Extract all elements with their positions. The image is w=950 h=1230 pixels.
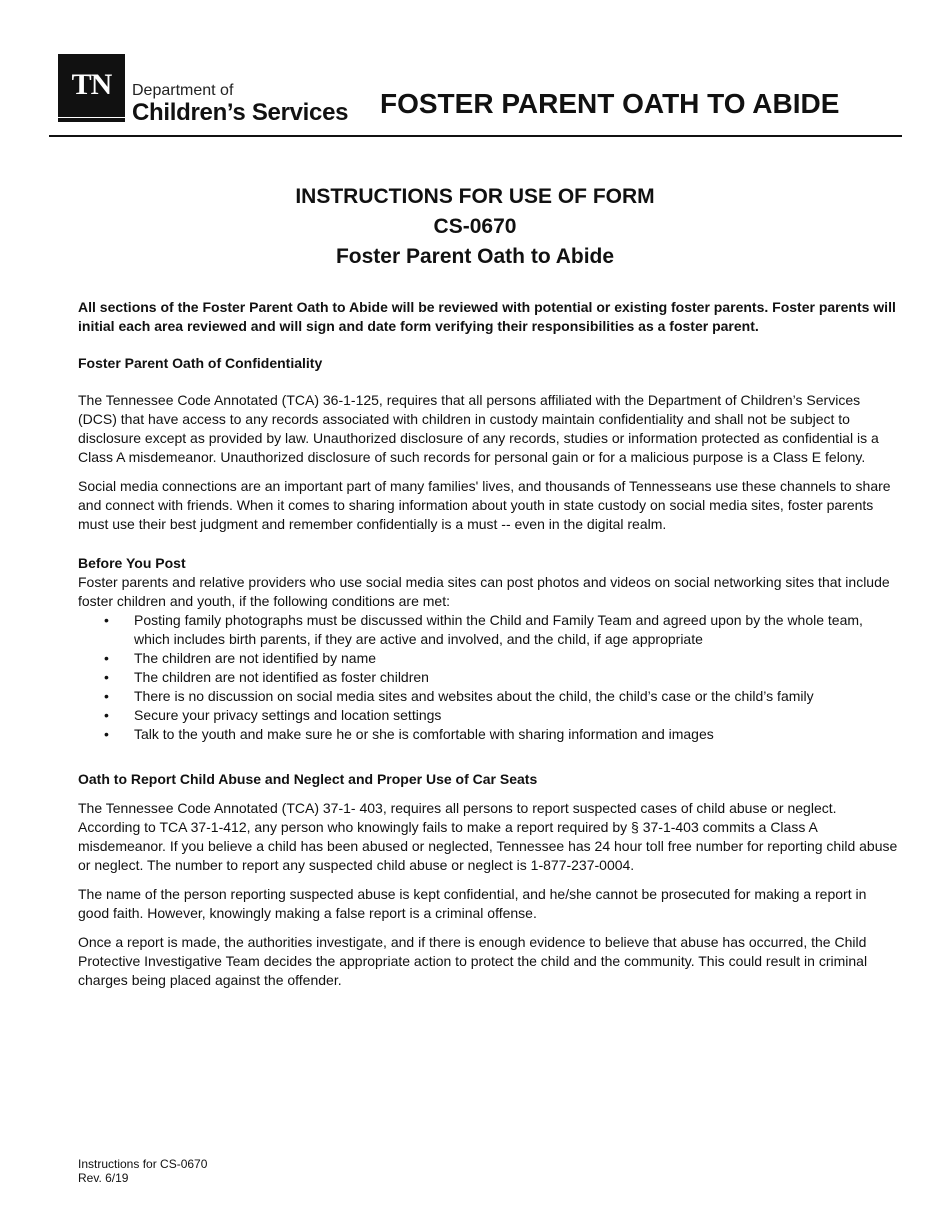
form-title: FOSTER PARENT OATH TO ABIDE xyxy=(380,88,840,119)
list-item: • The children are not identified by name xyxy=(104,650,377,666)
logo-underline xyxy=(58,117,125,123)
department-name: Children’s Services xyxy=(132,99,349,126)
list-item: • There is no discussion on social media sites and websites about the child, the child’s case or the child’s family xyxy=(104,688,814,704)
bullet-icon: • xyxy=(104,650,109,666)
document-body xyxy=(78,298,900,990)
confidentiality-paragraph-2: Social media connections are an important part of many families' lives, and thousands of Tennesseans use these channels to share and connect with friends. When it comes to sharing information about youth in state custody on social media sites, foster parents must use their best judgment and remember confidentially is a must -- even in the digital realm. xyxy=(78,478,891,532)
list-item: • Secure your privacy settings and location settings xyxy=(104,707,442,723)
page-footer xyxy=(78,1157,207,1185)
footer-revision: Rev. 6/19 xyxy=(78,1171,129,1185)
list-item: • Talk to the youth and make sure he or she is comfortable with sharing information and images xyxy=(104,726,714,742)
tn-logo-mark: TN xyxy=(58,54,125,120)
confidentiality-heading: Foster Parent Oath of Confidentiality xyxy=(78,355,323,371)
bullet-icon: • xyxy=(104,726,109,742)
before-you-post-intro: Foster parents and relative providers who use social media sites can post photos and videos on social networking sites that include foster children and youth, if the following conditions are met: xyxy=(78,574,890,609)
bullet-icon: • xyxy=(104,669,109,685)
list-item: • The children are not identified as foster children xyxy=(104,669,429,685)
abuse-paragraph-3: Once a report is made, the authorities investigate, and if there is enough evidence to believe that abuse has occurred, the Child Protective Investigative Team decides the appropriate action to protect the child and the community. This could result in criminal charges being placed against the offender. xyxy=(78,934,868,988)
instructions-heading-line1: INSTRUCTIONS FOR USE OF FORM xyxy=(295,185,655,208)
department-label: Department of xyxy=(132,82,234,99)
before-you-post-heading: Before You Post xyxy=(78,555,186,571)
list-item: • Posting family photographs must be discussed within the Child and Family Team and agreed upon by the whole team, which includes birth parents, if they are active and involved, and the child, if age appropriate xyxy=(104,612,863,647)
instructions-heading xyxy=(0,182,950,272)
abuse-paragraph-2: The name of the person reporting suspected abuse is kept confidential, and he/she cannot be prosecuted for making a report in good faith. However, knowingly making a false report is a criminal offense. xyxy=(78,886,867,921)
bullet-icon: • xyxy=(104,707,109,723)
abuse-paragraph-1: The Tennessee Code Annotated (TCA) 37-1- 403, requires all persons to report suspected cases of child abuse or neglect. According to TCA 37-1-412, any person who knowingly fails to make a report required by § 37-1-403 commits a Class A misdemeanor. If you believe a child has been abused or neglected, Tennessee has 24 hour toll free number for reporting child abuse or neglect. The number to report any suspected child abuse or neglect is 1-877-237-0004. xyxy=(78,800,898,873)
header-divider xyxy=(49,135,902,137)
form-number: CS-0670 xyxy=(433,215,517,238)
bullet-icon: • xyxy=(104,612,109,628)
bullet-icon: • xyxy=(104,688,109,704)
footer-form-reference: Instructions for CS-0670 xyxy=(78,1157,208,1171)
form-name: Foster Parent Oath to Abide xyxy=(335,245,615,268)
confidentiality-paragraph-1: The Tennessee Code Annotated (TCA) 36-1-125, requires that all persons affiliated with the Department of Children’s Services (DCS) that have access to any records associated with children in custody maintain confidentiality and shall not be subject to disclosure except as provided by law. Unauthorized disclosure of any records, studies or information protected as confidential is a Class A misdemeanor. Unauthorized disclosure of such records for personal gain or for a malicious purpose is a Class E felony. xyxy=(78,392,879,465)
conditions-list xyxy=(78,611,900,744)
abuse-heading: Oath to Report Child Abuse and Neglect and Proper Use of Car Seats xyxy=(78,771,538,787)
intro-paragraph: All sections of the Foster Parent Oath to Abide will be reviewed with potential or existing foster parents. Foster parents will initial each area reviewed and will sign and date form verifying their responsibilities as a foster parent. xyxy=(78,299,896,334)
